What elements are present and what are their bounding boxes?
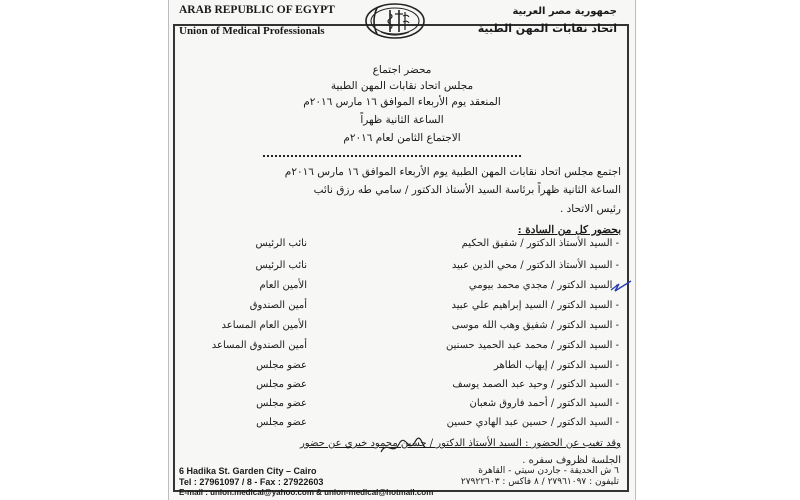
attendee-name: - السيد الدكتور / إيهاب الطاهر	[494, 360, 619, 371]
attendee-name: - السيد الأستاذ الدكتور / شفيق الحكيم	[461, 238, 619, 249]
attendee-role: عضو مجلس	[256, 398, 307, 409]
attendee-role: عضو مجلس	[256, 417, 307, 428]
attendee-name: - السيد الدكتور / حسين عبد الهادي حسين	[446, 417, 619, 428]
attendee-role: الأمين العام	[259, 280, 307, 291]
header-country-en: ARAB REPUBLIC OF EGYPT	[179, 4, 335, 16]
footer-address-en: 6 Hadika St. Garden City – Cairo	[179, 466, 317, 476]
attendee-role: عضو مجلس	[256, 360, 307, 371]
header-org-en: Union of Medical Professionals	[179, 25, 325, 37]
attendee-role: عضو مجلس	[256, 379, 307, 390]
intro-line-3: رئيس الاتحاد .	[559, 203, 621, 215]
attendee-role: نائب الرئيس	[255, 260, 307, 271]
attendee-name: - السيد الدكتور / محمد عبد الحميد حسنين	[445, 340, 619, 351]
footer-email: E-mail : union.medical@yahoo.com & union-medical@hotmail.com	[179, 488, 434, 497]
attendee-row	[169, 379, 635, 397]
attendee-row	[169, 280, 635, 298]
attendee-row	[169, 340, 635, 358]
document-page	[168, 0, 636, 500]
attendee-row	[169, 238, 635, 256]
signature-scribble	[379, 436, 427, 458]
attendee-role: الأمين العام المساعد	[221, 320, 307, 331]
attendee-role: نائب الرئيس	[255, 238, 307, 249]
footer-phone-en: Tel : 27961097 / 8 - Fax : 27922603	[179, 477, 324, 487]
attendee-row	[169, 360, 635, 378]
absence-line-2: الجلسة لظروف سفره .	[522, 455, 621, 466]
attendee-name: - السيد الدكتور / شفيق وهب الله موسى	[451, 320, 619, 331]
attendee-row	[169, 417, 635, 435]
meeting-date: المنعقد يوم الأربعاء الموافق ١٦ مارس ٢٠١٦م	[303, 96, 501, 108]
footer-phone-ar: تليفون : ٢٧٩٦١٠٩٧ / ٨ فاكس : ٢٧٩٢٢٦٠٣	[460, 477, 619, 487]
minutes-title: محضر اجتماع	[372, 64, 432, 76]
header-org-ar: اتحاد نقابات المهن الطبية	[477, 22, 617, 35]
separator-line	[263, 155, 521, 161]
pen-check-mark	[609, 278, 633, 294]
intro-line-2: الساعة الثانية ظهراً برئاسة السيد الأستاذ الدكتور / سامي طه رزق نائب	[313, 184, 621, 196]
attendee-row	[169, 398, 635, 416]
attendee-name: - السيد الدكتور / مجدي محمد بيومي	[468, 280, 619, 291]
attendee-name: - السيد الدكتور / وحيد عبد الصمد يوسف	[452, 379, 619, 390]
attendee-role: أمين الصندوق المساعد	[211, 340, 307, 351]
meeting-time: الساعة الثانية ظهراً	[360, 114, 444, 126]
footer-address-ar: ٦ ش الحديقة - جاردن سيتي - القاهرة	[478, 466, 619, 476]
union-emblem-logo	[363, 2, 427, 40]
header-country-ar: جمهورية مصر العربية	[512, 6, 617, 17]
absence-line-1: وقد تغيب عن الحضور : السيد الأستاذ الدكتور / حسين محمود خيري عن حضور	[299, 438, 621, 449]
attendee-row	[169, 300, 635, 318]
council-name: مجلس اتحاد نقابات المهن الطبية	[330, 80, 474, 92]
attendee-role: أمين الصندوق	[249, 300, 307, 311]
attendee-row	[169, 260, 635, 278]
meeting-number: الاجتماع الثامن لعام ٢٠١٦م	[343, 132, 461, 144]
attendance-heading: بحضور كل من السادة :	[517, 224, 621, 236]
attendee-name: - السيد الدكتور / السيد إبراهيم علي عبيد	[451, 300, 619, 311]
attendee-name: - السيد الأستاذ الدكتور / محي الدين عبيد	[451, 260, 619, 271]
intro-line-1: اجتمع مجلس اتحاد نقابات المهن الطبية يوم الأربعاء الموافق ١٦ مارس ٢٠١٦م	[284, 166, 621, 178]
attendee-name: - السيد الدكتور / أحمد فاروق شعبان	[469, 398, 619, 409]
attendee-row	[169, 320, 635, 338]
